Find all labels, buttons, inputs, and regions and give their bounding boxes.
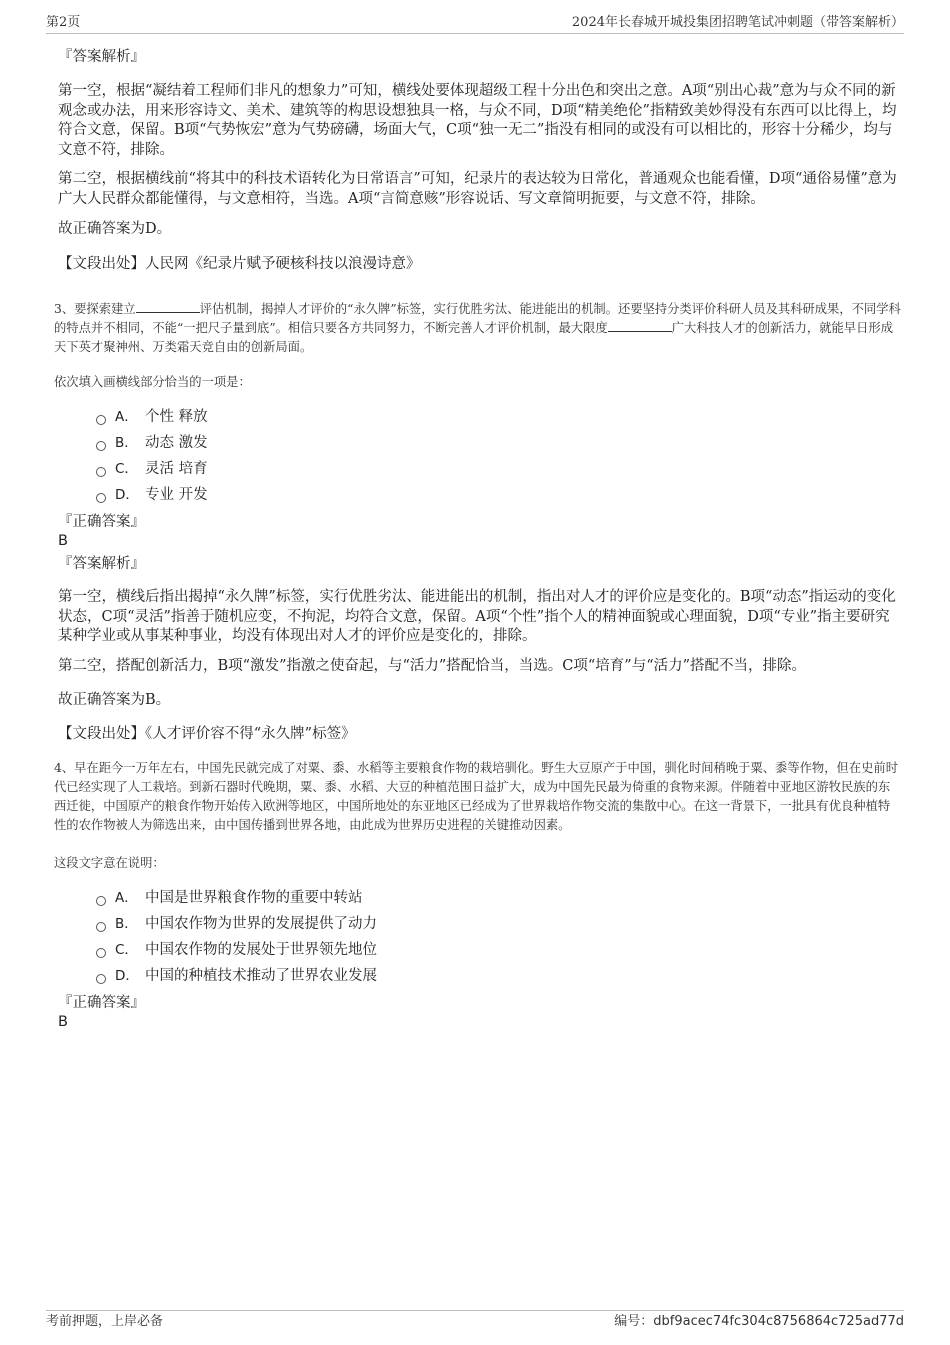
- page-number: 第2页: [46, 15, 81, 30]
- q4-option-d[interactable]: [96, 965, 377, 987]
- q2-source: 【文段出处】人民网《纪录片赋予硬核科技以浪漫诗意》: [58, 256, 421, 272]
- q3-explanation-paragraph-2: 第二空，搭配创新活力，B项“激发”指激之使奋起，与“活力”搭配恰当，当选。C项“培育”与“活力”搭配不当，排除。: [58, 658, 807, 674]
- option-letter: D．: [115, 487, 139, 503]
- option-letter: A．: [115, 890, 138, 906]
- radio-icon[interactable]: [96, 948, 106, 958]
- q4-prompt: 这段文字意在说明：: [54, 856, 165, 870]
- option-text: 动态 激发: [145, 435, 208, 451]
- q3-prompt: 依次填入画横线部分恰当的一项是：: [54, 375, 251, 389]
- header-divider: [46, 33, 904, 34]
- q3-source: 【文段出处】《人才评价容不得“永久牌”标签》: [58, 726, 356, 742]
- q4-option-c[interactable]: [96, 939, 377, 961]
- q4-answer-label: 『正确答案』: [58, 995, 145, 1011]
- radio-icon[interactable]: [96, 493, 106, 503]
- footer-slogan: 考前押题，上岸必备: [46, 1314, 164, 1329]
- option-letter: B．: [115, 916, 138, 932]
- q3-blank-1: [136, 300, 200, 313]
- q3-stem-part-3: 广大科技人才的创新活力，就能早日形成天下英才聚神州、万类霜天竞自由的创新局面。: [54, 321, 893, 354]
- radio-icon[interactable]: [96, 441, 106, 451]
- q4-option-a[interactable]: [96, 887, 363, 909]
- option-text: 中国是世界粮食作物的重要中转站: [145, 890, 363, 906]
- option-text: 灵活 培育: [145, 461, 208, 477]
- document-title: 2024年长春城开城投集团招聘笔试冲刺题（带答案解析）: [571, 15, 904, 30]
- q3-option-b[interactable]: [96, 432, 208, 454]
- option-letter: A．: [115, 409, 138, 425]
- q3-explanation-label: 『答案解析』: [58, 556, 145, 572]
- footer-divider: [46, 1310, 904, 1311]
- option-letter: C．: [115, 461, 138, 477]
- q4-option-b[interactable]: [96, 913, 377, 935]
- document-code-value: dbf9acec74fc304c8756864c725ad77d: [653, 1314, 904, 1329]
- page-header: [46, 14, 904, 32]
- document-code: [614, 1313, 904, 1331]
- q3-option-d[interactable]: [96, 484, 208, 506]
- q2-explanation-label: 『答案解析』: [58, 49, 145, 65]
- option-text: 中国的种植技术推动了世界农业发展: [145, 968, 377, 984]
- option-letter: D．: [115, 968, 139, 984]
- option-text: 中国农作物的发展处于世界领先地位: [145, 942, 377, 958]
- q3-answer: B: [58, 533, 68, 549]
- q3-stem: [54, 300, 902, 357]
- option-letter: B．: [115, 435, 138, 451]
- option-text: 专业 开发: [145, 487, 208, 503]
- option-text: 个性 释放: [145, 409, 208, 425]
- q3-stem-part-2: 评估机制，揭掉人才评价的“永久牌”标签，实行优胜劣汰、能进能出的机制。还要坚持分类评价科研人员及其科研成果，不同学科的特点并不相同，不能“一把尺子量到底”。相信只要各方共同努力，不断完善人才评价机制，最大限度: [54, 302, 901, 335]
- q2-explanation-paragraph-1: 第一空，根据“凝结着工程师们非凡的想象力”可知，横线处要体现超级工程十分出色和突出之意。A项“别出心裁”意为与众不同的新观念或办法，用来形容诗文、美术、建筑等的构思设想独具一格，与众不同，D项“精美绝伦”指精致美妙得没有东西可以比得上，均符合文意，保留。B项“气势恢宏”意为气势磅礴，场面大气，C项“独一无二”指没有相同的或没有可以相比的，形容十分稀少，均与文意不符，排除。: [58, 83, 897, 158]
- document-code-label: 编号：: [614, 1314, 654, 1329]
- radio-icon[interactable]: [96, 415, 106, 425]
- q4-answer: B: [58, 1014, 68, 1030]
- radio-icon[interactable]: [96, 896, 106, 906]
- q3-conclusion: 故正确答案为B。: [58, 692, 171, 708]
- q3-stem-part-1: 3、要探索建立: [54, 302, 136, 316]
- q4-stem: 4、早在距今一万年左右，中国先民就完成了对粟、黍、水稻等主要粮食作物的栽培驯化。野生大豆原产于中国，驯化时间稍晚于粟、黍等作物，但在史前时代已经实现了人工栽培。到新石器时代晚期，粟、黍、水稻、大豆的种植范围日益扩大，成为中国先民最为倚重的食物来源。伴随着中亚地区游牧民族的东西迁徙，中国原产的粮食作物开始传入欧洲等地区，中国所地处的东亚地区已经成为了世界栽培作物交流的集散中心。在这一背景下，一批具有优良种植特性的农作物被人为筛选出来，由中国传播到世界各地，由此成为世界历史进程的关键推动因素。: [54, 761, 899, 832]
- radio-icon[interactable]: [96, 974, 106, 984]
- page-footer: [46, 1313, 904, 1331]
- q2-explanation-paragraph-2: 第二空，根据横线前“将其中的科技术语转化为日常语言”可知，纪录片的表达较为日常化，普通观众也能看懂，D项“通俗易懂”意为广大人民群众都能懂得，与文意相符，当选。A项“言简意赅”形容说话、写文章简明扼要，与文意不符，排除。: [58, 171, 897, 207]
- q3-answer-label: 『正确答案』: [58, 514, 145, 530]
- radio-icon[interactable]: [96, 922, 106, 932]
- option-letter: C．: [115, 942, 138, 958]
- q3-option-a[interactable]: [96, 406, 208, 428]
- q2-conclusion: 故正确答案为D。: [58, 221, 172, 237]
- radio-icon[interactable]: [96, 467, 106, 477]
- q3-option-c[interactable]: [96, 458, 208, 480]
- option-text: 中国农作物为世界的发展提供了动力: [145, 916, 377, 932]
- q3-blank-2: [608, 319, 672, 332]
- q3-explanation-paragraph-1: 第一空，横线后指出揭掉“永久牌”标签，实行优胜劣汰、能进能出的机制，指出对人才的评价应是变化的。B项“动态”指运动的变化状态，C项“灵活”指善于随机应变，不拘泥，均符合文意，保留。A项“个性”指个人的精神面貌或心理面貌，D项“专业”指主要研究某种学业或从事某种事业，均没有体现出对人才的评价应是变化的，排除。: [58, 589, 896, 644]
